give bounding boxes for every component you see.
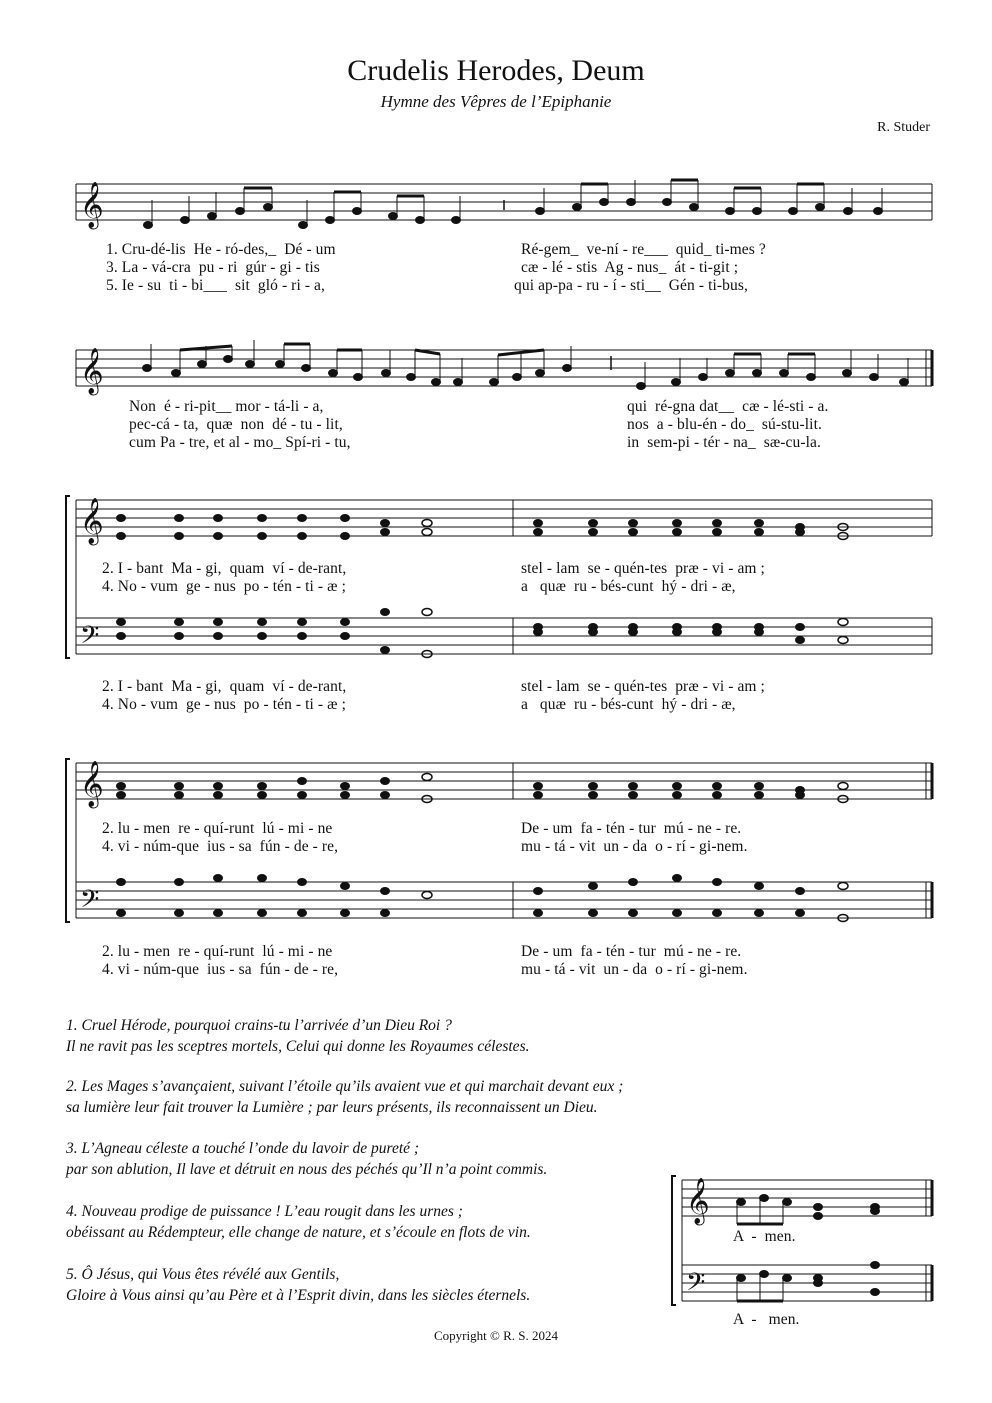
lyric-s4-v2: 2. lu - men re - quí-runt lú - mi - ne bbox=[102, 820, 333, 837]
treble-clef-icon: 𝄞 bbox=[686, 1178, 710, 1224]
lyric-s2-v5: cum Pa - tre, et al - mo_ Spí-ri - tu, bbox=[129, 434, 351, 451]
lyric-s3-v4: 4. No - vum ge - nus po - tén - ti - æ ; bbox=[102, 578, 346, 595]
lyric-s3b-bass-v4: a quæ ru - bés-cunt hý - dri - æ, bbox=[521, 696, 736, 713]
staff-1 bbox=[76, 184, 932, 220]
lyric-s4-bass-v4: 4. vi - núm-que ius - sa fún - de - re, bbox=[102, 961, 339, 978]
composer: R. Studer bbox=[877, 120, 930, 135]
lyric-s2b-v5: in sem-pi - tér - na_ sæ-cu-la. bbox=[627, 434, 821, 451]
lyric-s3b-v2: stel - lam se - quén-tes præ - vi - am ; bbox=[521, 560, 765, 577]
lyric-s4b-v4: mu - tá - vit un - da o - rí - gi-nem. bbox=[521, 838, 748, 855]
lyric-s3-bass-v4: 4. No - vum ge - nus po - tén - ti - æ ; bbox=[102, 696, 346, 713]
lyric-s2b-v3: nos a - blu-én - do_ sú-stu-lit. bbox=[627, 416, 822, 433]
bass-clef-icon: 𝄢 bbox=[80, 621, 100, 656]
bass-clef-icon: 𝄢 bbox=[80, 885, 100, 920]
lyric-s2b-v1: qui ré-gna dat__ cæ - lé-sti - a. bbox=[627, 398, 829, 415]
lyric-s2-v3: pec-cá - ta, quæ non dé - tu - lit, bbox=[129, 416, 343, 433]
translation-5a: 5. Ô Jésus, qui Vous êtes révélé aux Gentils, bbox=[66, 1266, 340, 1283]
s4-upper bbox=[117, 774, 849, 803]
page-title: Crudelis Herodes, Deum bbox=[347, 54, 645, 87]
lyric-s3-bass-v2: 2. I - bant Ma - gi, quam ví - de-rant, bbox=[102, 678, 347, 695]
lyric-s1b-v5: qui ap-pa - ru - í - sti__ Gén - ti-bus, bbox=[514, 277, 748, 294]
translation-1a: 1. Cruel Hérode, pourquoi crains-tu l’arrivée d’un Dieu Roi ? bbox=[66, 1017, 452, 1034]
lyric-s4b-v2: De - um fa - tén - tur mú - ne - re. bbox=[521, 820, 742, 837]
lyric-s1b-v1: Ré-gem_ ve-ní - re___ quid_ ti-mes ? bbox=[521, 241, 766, 258]
translation-4a: 4. Nouveau prodige de puissance ! L’eau rougit dans les urnes ; bbox=[66, 1203, 463, 1220]
lyric-s4-bass-v2: 2. lu - men re - quí-runt lú - mi - ne bbox=[102, 943, 333, 960]
amen-staff bbox=[672, 1176, 932, 1305]
translation-2a: 2. Les Mages s’avançaient, suivant l’étoile qu’ils avaient vue et qui marchait devant eux ; bbox=[66, 1078, 624, 1095]
translation-1b: Il ne ravit pas les sceptres mortels, Celui qui donne les Royaumes célestes. bbox=[66, 1038, 530, 1055]
lyric-s3b-v4: a quæ ru - bés-cunt hý - dri - æ, bbox=[521, 578, 736, 595]
treble-clef-icon: 𝄞 bbox=[80, 348, 104, 394]
amen-lyric-lower: A - men. bbox=[733, 1311, 800, 1328]
lyric-s1-v5: 5. Ie - su ti - bi___ sit gló - ri - a, bbox=[106, 277, 326, 294]
amen-lyric-upper: A - men. bbox=[733, 1228, 796, 1245]
translation-3b: par son ablution, Il lave et détruit en nous des péchés qu’Il n’a point commis. bbox=[66, 1161, 548, 1178]
lyric-s4b-bass-v4: mu - tá - vit un - da o - rí - gi-nem. bbox=[521, 961, 748, 978]
translation-5b: Gloire à Vous ainsi qu’au Père et à l’Esprit divin, dans les siècles éternels. bbox=[66, 1287, 531, 1304]
lyric-s3-v2: 2. I - bant Ma - gi, quam ví - de-rant, bbox=[102, 560, 347, 577]
lyric-s1-v3: 3. La - vá-cra pu - ri gúr - gi - tis bbox=[106, 259, 320, 276]
treble-clef-icon: 𝄞 bbox=[80, 498, 104, 544]
lyric-s4-v4: 4. vi - núm-que ius - sa fún - de - re, bbox=[102, 838, 339, 855]
translation-3a: 3. L’Agneau céleste a touché l’onde du lavoir de pureté ; bbox=[66, 1140, 420, 1157]
lyric-s1-v1: 1. Cru-dé-lis He - ró-des,_ Dé - um bbox=[106, 241, 336, 258]
lyric-s1b-v3: cæ - lé - stis Ag - nus_ át - ti-git ; bbox=[521, 259, 739, 276]
subtitle: Hymne des Vêpres de l’Epiphanie bbox=[380, 92, 612, 111]
s3-lower bbox=[117, 609, 849, 658]
lyric-s2-v1: Non é - ri-pit__ mor - tá-li - a, bbox=[129, 398, 324, 415]
lyric-s4b-bass-v2: De - um fa - tén - tur mú - ne - re. bbox=[521, 943, 742, 960]
treble-clef-icon: 𝄞 bbox=[80, 182, 104, 228]
bass-clef-icon: 𝄢 bbox=[686, 1268, 706, 1303]
copyright: Copyright © R. S. 2024 bbox=[433, 1328, 558, 1343]
translation-4b: obéissant au Rédempteur, elle change de nature, et s’écoule en flots de vin. bbox=[66, 1224, 531, 1241]
translation-2b: sa lumière leur fait trouver la Lumière ; par leurs présents, ils reconnaissent un Dieu. bbox=[66, 1099, 598, 1116]
lyric-s3b-bass-v2: stel - lam se - quén-tes præ - vi - am ; bbox=[521, 678, 765, 695]
treble-clef-icon: 𝄞 bbox=[80, 761, 104, 807]
